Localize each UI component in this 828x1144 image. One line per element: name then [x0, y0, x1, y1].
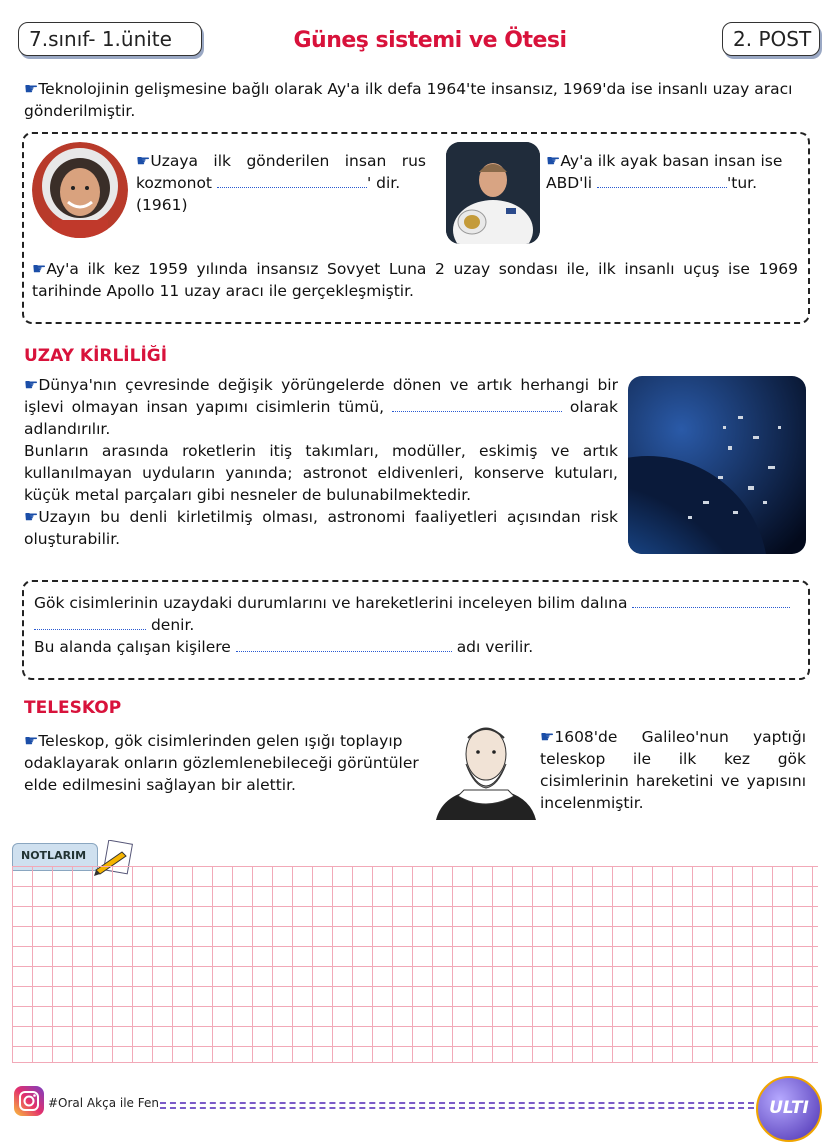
blank-field[interactable] — [632, 593, 790, 608]
space-debris-image — [628, 376, 806, 554]
telescope-title: TELESKOP — [24, 698, 122, 718]
blank-field[interactable] — [392, 397, 562, 412]
page-title: Güneş sistemi ve Ötesi — [293, 28, 567, 53]
unit-label-text: 7.sınıf- 1.ünite — [29, 27, 172, 51]
gagarin-photo — [32, 142, 128, 238]
pointing-hand-icon: ☛ — [24, 375, 39, 394]
galileo-portrait — [432, 716, 540, 820]
instagram-icon[interactable] — [14, 1086, 44, 1116]
pointing-hand-icon: ☛ — [546, 151, 561, 170]
ulti-logo-text: ULTI — [769, 1098, 809, 1118]
armstrong-text: ☛Ay'a ilk ayak basan insan ise ABD'li 'tur. — [546, 151, 783, 192]
intro-paragraph — [24, 78, 808, 122]
post-label-text: 2. POST — [733, 27, 812, 51]
blank-field[interactable] — [236, 637, 452, 652]
pointing-hand-icon: ☛ — [136, 151, 151, 170]
unit-label — [18, 22, 202, 56]
footer-handle[interactable]: #Oral Akça ile Fen — [48, 1096, 159, 1110]
luna-apollo-text: ☛Ay'a ilk kez 1959 yılında insansız Sovyet Luna 2 uzay sondası ile, ilk insanlı uçuş ise 1969 tarihinde Apollo 11 uzay aracı ile gerçekleşmiştir. — [32, 259, 798, 300]
armstrong-photo — [446, 142, 540, 244]
footer-divider — [160, 1102, 754, 1104]
gagarin-text: ☛Uzaya ilk gönderilen insan rus kozmonot ' dir. (1961) — [136, 151, 426, 214]
space-pollution-title: UZAY KİRLİLİĞİ — [24, 346, 168, 366]
blank-field[interactable] — [217, 173, 367, 188]
space-pollution-text: ☛Dünya'nın çevresinde değişik yörüngelerde dönen ve artık herhangi bir işlevi olmayan insan yapımı cisimlerin tümü, olarak adlandırılır. Bunların arasında roketlerin itiş takımları, modüller, eskimiş ve artık kullanılmayan uyduların yanında; astronot eldivenleri, konserve kutuları, küçük metal parçaları gibi nesneler de bulunabilmektedir. ☛Uzayın bu denli kirletilmiş olması, astronomi faaliyetleri açısından risk oluşturabilir. — [24, 375, 618, 548]
footer-divider — [160, 1107, 754, 1109]
telescope-right-text: ☛1608'de Galileo'nun yaptığı teleskop ile ilk kez gök cisimlerinin hareketini ve yapısını incelenmiştir. — [540, 727, 806, 812]
astronomy-text: Gök cisimlerinin uzaydaki durumlarını ve hareketlerini inceleyen bilim dalına denir. Bu alanda çalışan kişilere adı verilir. — [34, 592, 798, 658]
ulti-logo — [756, 1076, 822, 1142]
pointing-hand-icon: ☛ — [24, 731, 39, 750]
blank-field[interactable] — [597, 173, 727, 188]
post-label — [722, 22, 820, 56]
pointing-hand-icon: ☛ — [24, 79, 39, 98]
intro-text: Teknolojinin gelişmesine bağlı olarak Ay'a ilk defa 1964'te insansız, 1969'da ise insanlı uzay aracı gönderilmiştir. — [24, 80, 793, 120]
pointing-hand-icon: ☛ — [32, 259, 47, 278]
telescope-left-text: ☛Teleskop, gök cisimlerinden gelen ışığı toplayıp odaklayarak onların gözlemlenebileceği görüntüler elde edilmesini sağlayan bir alettir. — [24, 731, 419, 794]
blank-field[interactable] — [34, 615, 146, 630]
notes-grid[interactable] — [12, 866, 818, 1063]
pointing-hand-icon: ☛ — [24, 507, 39, 526]
notes-label: NOTLARIM — [21, 849, 87, 862]
pointing-hand-icon: ☛ — [540, 727, 555, 746]
